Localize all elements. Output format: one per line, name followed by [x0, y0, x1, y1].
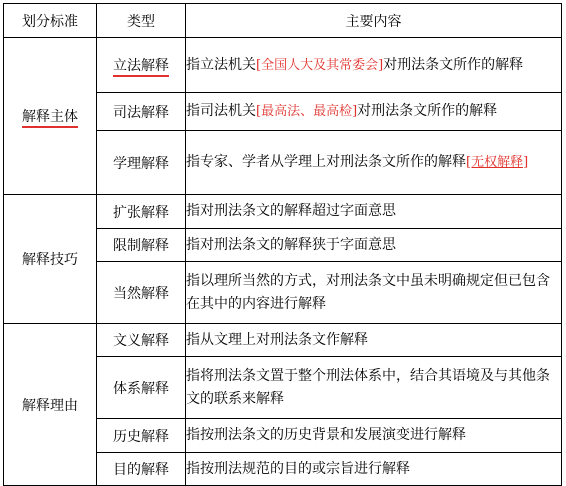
content-text: 指专家、学者从学理上对刑法条文所作的解释 — [186, 154, 466, 170]
table-row — [4, 38, 562, 93]
category-label: 解释技巧 — [22, 252, 78, 268]
content-cell: 指将刑法条文置于整个刑法体系中，结合其语境及与其他条文的联系来解释 — [186, 357, 562, 419]
type-cell — [97, 229, 186, 262]
content-cell: 指从文理上对刑法条文作解释 — [186, 324, 562, 357]
category-label: 解释主体 — [22, 109, 78, 128]
content-cell: 指对刑法条文的解释超过字面意思 — [186, 195, 562, 229]
type-cell — [97, 195, 186, 229]
content-cell: 指以理所当然的方式，对刑法条文中虽未明确规定但已包含在其中的内容进行解释 — [186, 262, 562, 324]
type-cell — [97, 262, 186, 324]
content-cell: 指对刑法条文的解释狭于字面意思 — [186, 229, 562, 262]
content-cell — [186, 93, 562, 131]
annotation-text: [无权解释] — [466, 155, 529, 170]
content-text: 指立法机关 — [186, 56, 256, 73]
type-cell — [97, 419, 186, 453]
type-label: 学理解释 — [113, 155, 169, 172]
type-cell — [97, 131, 186, 195]
type-label: 体系解释 — [113, 380, 169, 397]
annotation-text: [全国人大及其常委会] — [256, 57, 384, 73]
category-cell — [4, 324, 97, 486]
table-row — [4, 324, 562, 357]
type-label: 文义解释 — [113, 333, 169, 349]
header-type: 类型 — [97, 4, 186, 38]
content-text: 指司法机关 — [186, 103, 256, 119]
type-label: 扩张解释 — [113, 204, 169, 221]
annotation-text: [最高法、最高检] — [256, 104, 358, 119]
type-label: 当然解释 — [113, 285, 169, 302]
type-label: 目的解释 — [113, 462, 169, 478]
content-cell: 指按刑法规范的目的或宗旨进行解释 — [186, 453, 562, 486]
type-cell — [97, 38, 186, 93]
table-row — [4, 195, 562, 229]
content-cell — [186, 38, 562, 93]
type-cell — [97, 93, 186, 131]
content-cell: 指按刑法条文的历史背景和发展演变进行解释 — [186, 419, 562, 453]
type-cell — [97, 324, 186, 357]
type-cell — [97, 453, 186, 486]
type-cell — [97, 357, 186, 419]
category-cell — [4, 195, 97, 324]
type-label: 立法解释 — [113, 58, 169, 77]
category-cell — [4, 38, 97, 195]
content-text: 对刑法条文所作的解释 — [383, 56, 524, 73]
content-cell — [186, 131, 562, 195]
type-label: 限制解释 — [113, 238, 169, 254]
header-row — [4, 4, 562, 38]
type-label: 司法解释 — [113, 104, 169, 121]
category-label: 解释理由 — [22, 397, 78, 414]
header-content: 主要内容 — [186, 4, 562, 38]
header-category: 划分标准 — [4, 4, 97, 38]
content-text: 对刑法条文所作的解释 — [357, 103, 498, 119]
classification-table — [3, 3, 562, 486]
type-label: 历史解释 — [113, 428, 169, 445]
